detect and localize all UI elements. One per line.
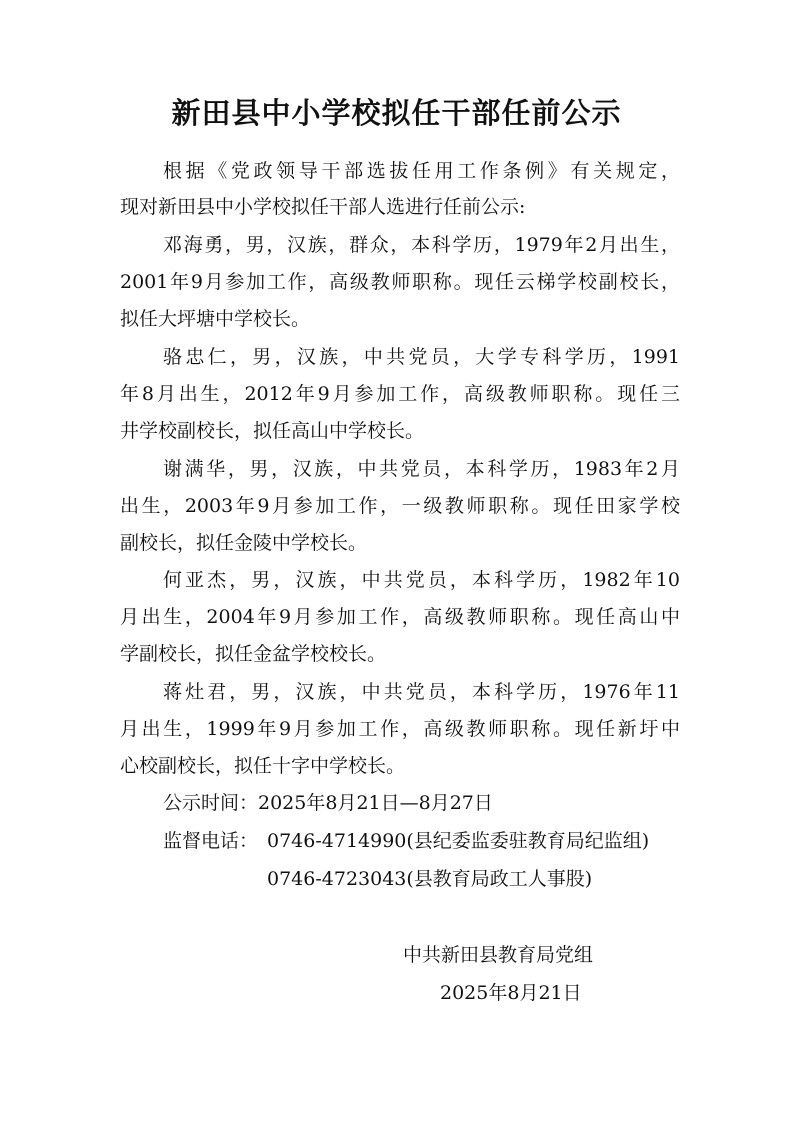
candidate-3-line: 谢满华，男，汉族，中共党员，本科学历，1983年2月: [163, 458, 680, 480]
intro-line: 现对新田县中小学校拟任干部人选进行任前公示:: [120, 196, 526, 218]
candidate-5-line: 蒋灶君，男，汉族，中共党员，本科学历，1976年11: [163, 681, 680, 703]
candidate-1-line: 拟任大坪塘中学校长。: [120, 308, 311, 330]
candidate-2-line: 年8月出生，2012年9月参加工作，高级教师职称。现任三: [120, 383, 680, 405]
phone-number: 0746-4723043(县教育局政工人事股): [267, 868, 593, 890]
phone-number: 0746-4714990(县纪委监委驻教育局纪监组): [267, 830, 650, 852]
candidate-5-line: 月出生，1999年9月参加工作，高级教师职称。现任新圩中: [120, 718, 680, 740]
phone-label: 监督电话：: [163, 830, 259, 852]
publicity-period: 公示时间：2025年8月21日—8月27日: [163, 792, 493, 814]
candidate-1-line: 2001年9月参加工作，高级教师职称。现任云梯学校副校长，: [120, 271, 680, 293]
candidate-3-line: 出生，2003年9月参加工作，一级教师职称。现任田家学校: [120, 495, 680, 517]
document-title: 新田县中小学校拟任干部任前公示: [171, 96, 622, 130]
candidate-2-line: 井学校副校长，拟任高山中学校长。: [120, 420, 425, 442]
candidate-4-line: 学副校长，拟任金盆学校校长。: [120, 643, 387, 665]
issue-date: 2025年8月21日: [440, 982, 582, 1004]
issuer: 中共新田县教育局党组: [403, 944, 594, 966]
candidate-3-line: 副校长，拟任金陵中学校长。: [120, 532, 368, 554]
intro-line: 根据《党政领导干部选拔任用工作条例》有关规定，: [163, 160, 680, 182]
candidate-2-line: 骆忠仁，男，汉族，中共党员，大学专科学历，1991: [163, 346, 680, 368]
candidate-1-line: 邓海勇，男，汉族，群众，本科学历，1979年2月出生，: [163, 234, 680, 256]
candidate-4-line: 何亚杰，男，汉族，中共党员，本科学历，1982年10: [163, 569, 680, 591]
candidate-4-line: 月出生，2004年9月参加工作，高级教师职称。现任高山中: [120, 606, 680, 628]
candidate-5-line: 心校副校长，拟任十字中学校长。: [120, 755, 406, 777]
